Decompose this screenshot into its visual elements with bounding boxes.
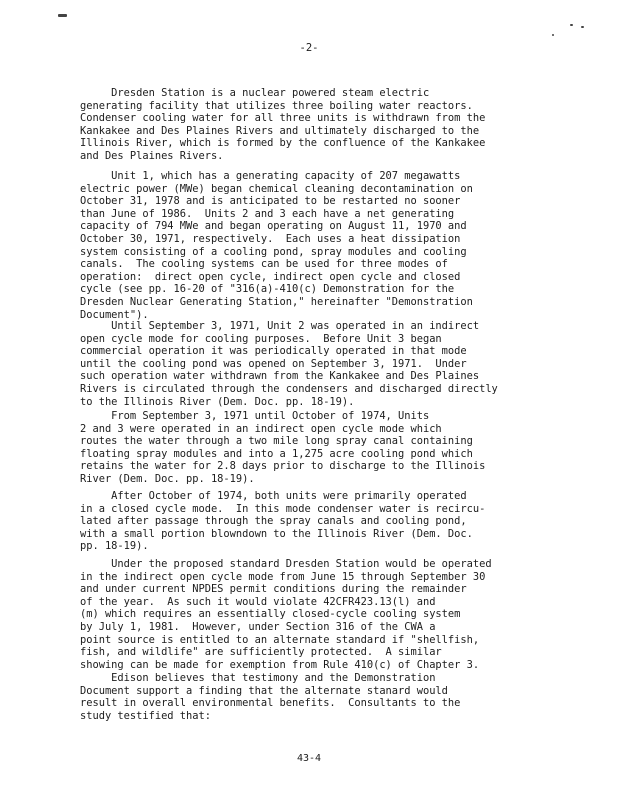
scan-mark-top-right-1	[570, 24, 573, 26]
paragraph-unit-1: Unit 1, which has a generating capacity of 207 megawatts electric power (MWe) began chemical cleaning decontamination on October 31, 1978 and is anticipated to be restarted no sooner than June of 1986. Units 2 and 3 each have a net generating capacity of 794 MWe and began operating on August 11, 1970 and October 30, 1971, respectively. Each uses a heat dissipation system consisting of a cooling pond, spray modules and cooling canals. The cooling systems can be used for three modes of operation: direct open cycle, indirect open cycle and closed cycle (see pp. 16-20 of "316(a)-410(c) Demonstration for the Dresden Nuclear Generating Station," hereinafter "Demonstration Document").	[80, 170, 473, 321]
scan-mark-top-right-2	[581, 26, 584, 28]
paragraph-proposed-standard: Under the proposed standard Dresden Station would be operated in the indirect open cycle mode from June 15 through September 30 and under current NPDES permit conditions during the remainder of the year. As such it would violate 42CFR423.13(l) and (m) which requires an essentially closed-cycle cooling system by July 1, 1981. However, under Section 316 of the CWA a point source is entitled to an alternate standard if "shellfish, fish, and wildlife" are sufficiently protected. A similar showing can be made for exemption from Rule 410(c) of Chapter 3.	[80, 558, 492, 671]
paragraph-after-october: After October of 1974, both units were primarily operated in a closed cycle mode. In this mode condenser water is recircu- lated after passage through the spray canals and cooling pond, with a small portion blowndown to the Illinois River (Dem. Doc. pp. 18-19).	[80, 490, 486, 553]
scan-mark-top-left	[58, 14, 67, 17]
page-number: -2-	[299, 42, 319, 54]
paragraph-until-september: Until September 3, 1971, Unit 2 was operated in an indirect open cycle mode for cooling purposes. Before Unit 3 began commercial operation it was periodically operated in that mode until the cooling pond was opened on September 3, 1971. Under such operation water withdrawn from the Kankakee and Des Plaines Rivers is circulated through the condensers and discharged directly to the Illinois River (Dem. Doc. pp. 18-19).	[80, 320, 498, 408]
scan-mark-top-right-3	[552, 34, 554, 36]
page-footer-reference: 43-4	[296, 753, 322, 764]
paragraph-edison-believes: Edison believes that testimony and the Demonstration Document support a finding that the alternate stanard would result in overall environmental benefits. Consultants to the study testified that:	[80, 672, 461, 722]
paragraph-from-september: From September 3, 1971 until October of 1974, Units 2 and 3 were operated in an indirect open cycle mode which routes the water through a two mile long spray canal containing floating spray modules and into a 1,275 acre cooling pond which retains the water for 2.8 days prior to discharge to the Illinois River (Dem. Doc. pp. 18-19).	[80, 410, 486, 485]
paragraph-dresden-station: Dresden Station is a nuclear powered steam electric generating facility that utilizes three boiling water reactors. Condenser cooling water for all three units is withdrawn from the Kankakee and Des Plaines Rivers and ultimately discharged to the Illinois River, which is formed by the confluence of the Kankakee and Des Plaines Rivers.	[80, 87, 486, 162]
